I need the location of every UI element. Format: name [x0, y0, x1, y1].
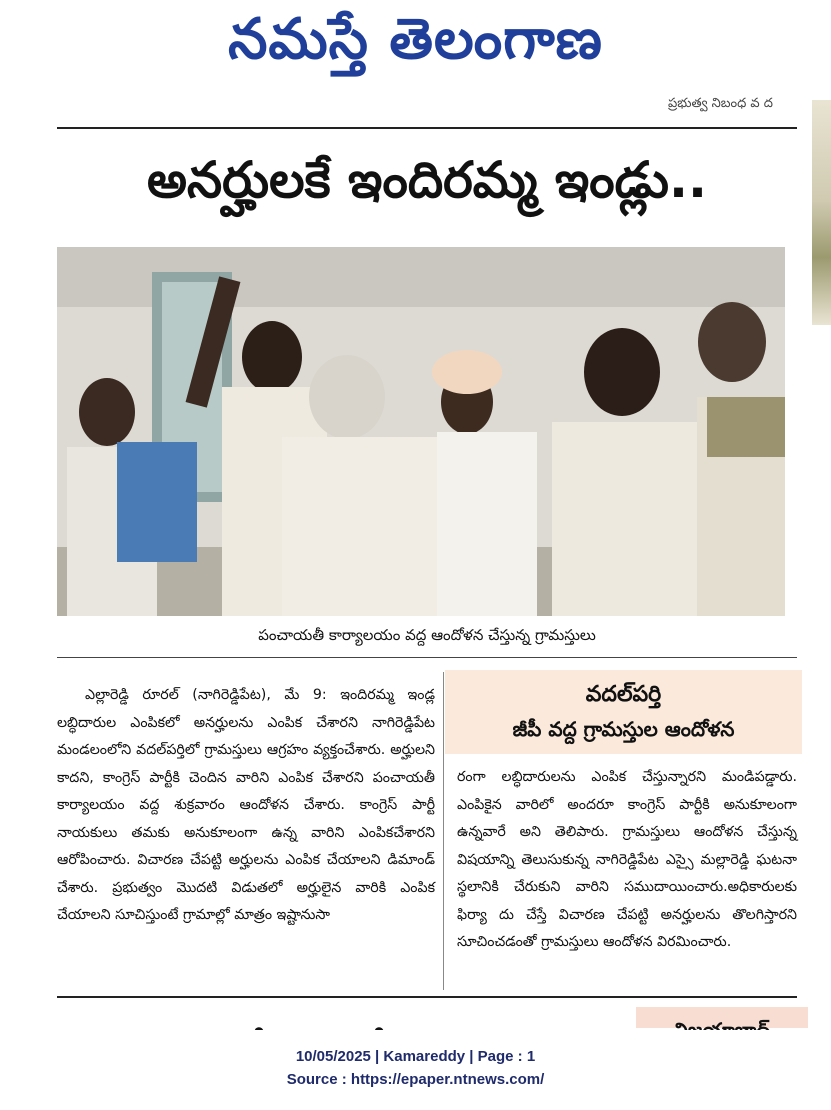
news-photo: [57, 247, 785, 616]
column-divider: [443, 672, 444, 990]
article-body-left: [57, 682, 435, 930]
next-story-box: [636, 1007, 808, 1028]
top-rule: [57, 127, 797, 129]
caption-rule: [57, 657, 797, 658]
footer-source: Source : https://epaper.ntnews.com/: [286, 1071, 545, 1088]
right-column-text: రంగా లబ్ధిదారులను ఎంపిక చేస్తున్నారని మండిపడ్డారు. ఎంపికైన వారిలో అందరూ కాంగ్రెస్ పార్టీకి అనుకూలంగా ఉన్నవారే అని తెలిపారు. గ్రామస్తులు ఆందోళన చేస్తున్న విషయాన్ని తెలుసుకున్న నాగిరెడ్డిపేట ఎస్సై మల్లారెడ్డి ఘటనా స్థలానికి చేరుకుని వారిని సముదాయించారు.అధికారులకు ఫిర్యా దు చేస్తే విచారణ చేపట్టి అనర్హులను తొలగిస్తారని సూచించడంతో గ్రామస్తులు ఆందోళన విరమించారు.: [457, 769, 797, 950]
left-column-text: ఎల్లారెడ్డి రూరల్ (నాగిరెడ్డిపేట), మే 9: ఇందిరమ్మ ఇండ్ల లబ్ధిదారుల ఎంపికలో అనర్హులను ఎంపిక చేశారని నాగిరెడ్డిపేట మండలంలోని వదల్‌పర్తిలో గ్రామస్తులు ఆగ్రహం వ్యక్తంచేశారు. అర్హులని కాదని, కాంగ్రెస్ పార్టీకి చెందిన వారిని ఎంపిక చేశారని పంచాయతీ కార్యాలయం వద్ద శుక్రవారం ఆందోళన చేశారు. కాంగ్రెస్ పార్టీ నాయకులు తమకు అనుకూలంగా ఉన్న వారిని ఎంపికచేశారని ఆరోపించారు. విచారణ చేపట్టి అర్హులను ఎంపిక చేయాలని డిమాండ్ చేశారు. ప్రభుత్వం మొదటి విడుతలో అర్హులైన వారికి ఎంపిక చేయాలని సూచిస్తుంటే గ్రామాల్లో మాత్రం ఇష్టానుసా: [57, 687, 435, 923]
subhead-box-line1: వదల్‌పర్తి: [585, 682, 662, 707]
top-cut-text: ప్రభుత్వ నిబంధ వ ద: [668, 96, 773, 111]
newspaper-masthead: నమస్తే తెలంగాణ: [228, 6, 603, 72]
next-story-headline: [150, 1016, 570, 1028]
photo-caption: పంచాయతీ కార్యాలయం వద్ద ఆందోళన చేస్తున్న గ్రామస్తులు: [258, 626, 596, 644]
footer-date-edition: 10/05/2025 | Kamareddy | Page : 1: [295, 1048, 536, 1065]
adjacent-photo-strip: [812, 100, 831, 325]
bottom-rule: [57, 996, 797, 998]
subhead-box-line2: జీపీ వద్ద గ్రామస్తుల ఆందోళన: [512, 717, 735, 741]
article-headline: అనర్హులకే ఇందిరమ్మ ఇండ్లు..: [147, 151, 707, 209]
subhead-box: [445, 670, 802, 754]
article-body-right: [457, 764, 797, 957]
footer-area: [0, 1030, 831, 1110]
